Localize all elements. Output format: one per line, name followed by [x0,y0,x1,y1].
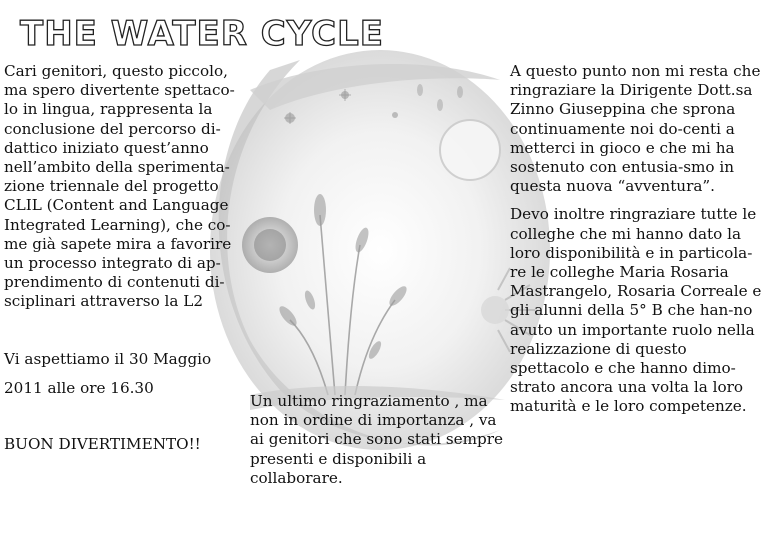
closing-line: BUON DIVERTIMENTO!! [4,435,201,454]
middle-column [250,392,508,488]
page-title: THE WATER CYCLE [20,14,384,54]
thanks-colleagues-paragraph: Devo inoltre ringraziare tutte le colleghe che mi hanno dato la loro disponibilità e in particola-re le colleghe Maria Rosaria Mastrangelo, Rosaria Correale e gli alunni della 5° B che han-no avuto un importante ruolo nella realizzazione di questo spettacolo e che hanno dimo-strato ancora una volta la loro maturità e le loro competenze. [510,205,762,416]
intro-paragraph: Cari genitori, questo piccolo, ma spero divertente spettaco-lo in lingua, rappresenta la conclusione del percorso di-dattico iniziato quest’anno nell’ambito della sperimenta-zione triennale del progetto CLIL (Content and Language Integrated Learning), che co-me già sapete mira a favorire un processo integrato di ap-prendimento di contenuti di-sciplinari attraverso la L2 [4,62,235,311]
left-column [4,62,240,454]
thanks-parents-paragraph: Un ultimo ringraziamento , ma non in ordine di importanza , va ai genitori che sono stati sempre presenti e disponibili a collaborare. [250,392,503,487]
date-line-2: 2011 alle ore 16.30 [4,378,154,397]
date-line-1: Vi aspettiamo il 30 Maggio [4,349,212,368]
thanks-director-paragraph: A questo punto non mi resta che ringraziare la Dirigente Dott.sa Zinno Giuseppina che sprona continuamente noi do-centi a metterci in gioco e che mi ha sostenuto con entusia-smo in questa nuova “avventura”. [510,62,761,196]
bubble-disc [440,120,500,180]
right-column [510,62,768,417]
